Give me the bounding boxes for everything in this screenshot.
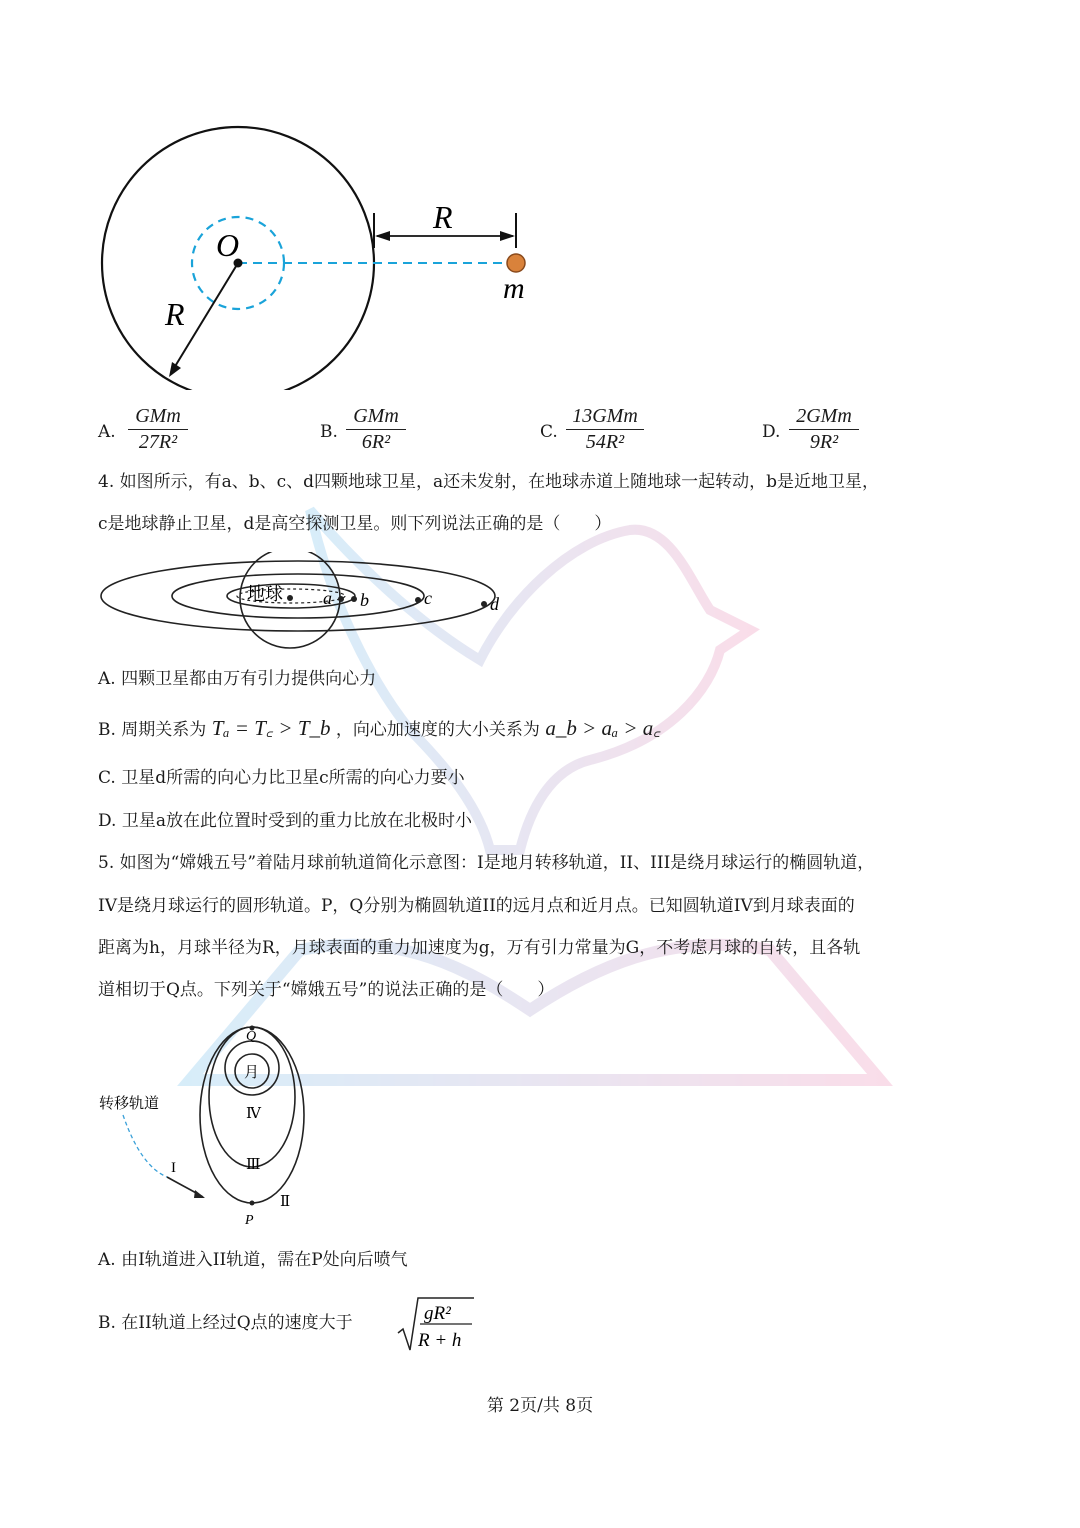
label-I: I [171, 1160, 176, 1176]
q3-option-d-letter: D. [762, 422, 781, 442]
arrowhead-left [375, 231, 390, 241]
q4-option-b-period: Tₐ = T꜀ > T_b [211, 716, 331, 740]
q3-option-c-denominator: 54R² [585, 431, 625, 453]
transfer-arrowhead [194, 1190, 205, 1198]
radius-label: R [165, 296, 185, 332]
q3-option-a-fraction [128, 405, 188, 454]
q4-option-b [98, 716, 661, 742]
q5-option-b-radical [396, 1295, 476, 1353]
q3-option-d-denominator: 9R² [809, 431, 839, 453]
radius-arrowhead [169, 362, 181, 377]
q4-option-b-text: B. 周期关系为 [98, 720, 207, 740]
label-c: c [424, 588, 432, 608]
label-IV: Ⅳ [246, 1106, 261, 1122]
arrowhead-right [500, 231, 515, 241]
q3-option-b-denominator: 6R² [361, 431, 391, 453]
earth-center [287, 595, 293, 601]
center-label: O [216, 227, 240, 263]
earth-label: 地球 [247, 584, 283, 604]
q4-stem-line2: c是地球静止卫星，d是高空探测卫星。则下列说法正确的是（ ） [98, 514, 612, 534]
q5-stem-line1: 5. 如图为“嫦娥五号”着陆月球前轨道简化示意图：I是地月转移轨道，II、III是绕月球运行的椭圆轨道， [98, 853, 875, 873]
orbit-III [209, 1027, 295, 1167]
page-footer: 第 2页/共 8页 [486, 1396, 594, 1416]
q3-option-d-fraction [789, 405, 859, 454]
label-II: Ⅱ [280, 1194, 291, 1210]
q3-option-a-numerator: GMm [128, 405, 188, 430]
q5-option-a: A. 由I轨道进入II轨道，需在P处向后喷气 [98, 1250, 408, 1270]
mass-label: m [503, 272, 525, 305]
orbit-d [101, 561, 495, 631]
label-III: Ⅲ [246, 1157, 261, 1173]
q5-option-b [98, 1311, 353, 1335]
q4-option-c: C. 卫星d所需的向心力比卫星c所需的向心力要小 [98, 768, 465, 788]
distance-label: R [433, 199, 453, 235]
q5-stem-line3: 距离为h，月球半径为R，月球表面的重力加速度为g，万有引力常量为G，不考虑月球的自转，且各轨 [98, 938, 861, 958]
q4-option-b-mid: ，向心加速度的大小关系为 [335, 720, 540, 740]
transfer-label: 转移轨道 [99, 1096, 160, 1112]
q5-figure [95, 1020, 355, 1235]
satellite-a [338, 596, 344, 602]
label-Q: Q [246, 1029, 257, 1044]
q5-stem-line2: IV是绕月球运行的圆形轨道。P，Q分别为椭圆轨道II的远月点和近月点。已知圆轨道IV到月球表面的 [98, 896, 855, 916]
q4-option-a: A. 四颗卫星都由万有引力提供向心力 [98, 669, 377, 689]
transfer-dashed [123, 1115, 167, 1177]
satellite-c [415, 597, 421, 603]
q4-option-d: D. 卫星a放在此位置时受到的重力比放在北极时小 [98, 811, 472, 831]
point-P [250, 1201, 255, 1206]
q3-option-b-letter: B. [320, 422, 338, 442]
moon-label: 月 [244, 1065, 260, 1081]
q5-stem-line4: 道相切于Q点。下列关于“嫦娥五号”的说法正确的是（ ） [98, 980, 555, 1000]
q4-stem-line1: 4. 如图所示，有a、b、c、d四颗地球卫星，a还未发射，在地球赤道上随地球一起转动，b是近地卫星， [98, 472, 880, 492]
label-P: P [245, 1213, 254, 1228]
q4-option-b-accel: a_b > aₐ > a꜀ [545, 716, 661, 740]
q5-option-b-text: B. 在II轨道上经过Q点的速度大于 [98, 1313, 353, 1333]
q3-option-b-fraction [346, 405, 406, 454]
q3-figure [95, 120, 545, 390]
q4-figure [98, 552, 518, 662]
q3-option-a-denominator: 27R² [138, 431, 178, 453]
q3-option-c-numerator: 13GMm [566, 405, 644, 430]
satellite-d [481, 601, 487, 607]
label-a: a [323, 588, 332, 608]
mass-ball [507, 254, 525, 272]
q3-option-c-fraction [566, 405, 644, 454]
label-d: d [490, 594, 499, 614]
q3-option-d-numerator: 2GMm [789, 405, 859, 430]
satellite-b [351, 596, 357, 602]
label-b: b [360, 590, 369, 610]
orbit-c [172, 574, 424, 618]
q3-option-a-letter: A. [98, 422, 116, 442]
q3-option-c-letter: C. [540, 422, 558, 442]
q3-option-b-numerator: GMm [346, 405, 406, 430]
q5-option-b-denominator: R + h [418, 1330, 462, 1351]
q5-option-b-numerator: gR² [424, 1303, 451, 1324]
